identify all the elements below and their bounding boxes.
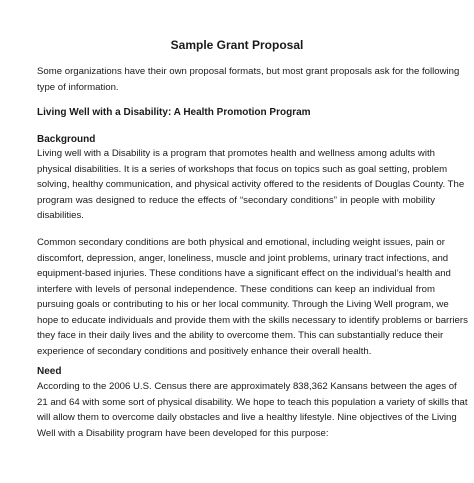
- need-paragraph: [37, 379, 468, 441]
- text-line: discomfort, depression, anger, loneliness, muscle and joint problems, urinary tract infections, and: [37, 252, 449, 264]
- text-line: will allow them to overcome daily obstacles and live a healthy lifestyle. Nine objectives of the Living: [37, 412, 457, 423]
- background-paragraph-1: [37, 146, 465, 224]
- text-line: equipment-based injuries. These conditions have a significant effect on the individual’s health and: [37, 268, 451, 279]
- document-title: Sample Grant Proposal: [170, 38, 304, 52]
- text-line: experience of secondary conditions and positively enhance their overall health.: [37, 345, 372, 357]
- text-line: 21 and 64 with some sort of physical disability. We hope to teach this population a variety of skills that: [37, 396, 468, 408]
- text-line: they face in their daily lives and the ability to overcome them. This can substantially reduce their: [37, 330, 444, 341]
- text-line: Common secondary conditions are both physical and emotional, including weight issues, pain or: [37, 237, 445, 248]
- text-line: program was designed to reduce the effects of “secondary conditions” in people with mobility: [37, 194, 435, 206]
- text-line: physical disabilities. It is a series of workshops that focus on topics such as goal setting, problem: [37, 163, 448, 175]
- text-line: type of information.: [37, 81, 119, 93]
- text-line: interfere with levels of personal independence. These conditions can keep an individual from: [37, 283, 435, 295]
- intro-paragraph: [37, 64, 460, 95]
- text-line: Some organizations have their own proposal formats, but most grant proposals ask for the following: [37, 66, 460, 77]
- background-paragraph-2: [37, 235, 468, 359]
- section-heading-need: Need: [37, 366, 62, 377]
- text-line: Well with a Disability program have been developed for this purpose:: [37, 427, 329, 439]
- text-line: hope to educate individuals and provide them with the skills necessary to identify problems or barriers: [37, 314, 468, 326]
- text-line: disabilities.: [37, 210, 84, 221]
- section-heading-background: Background: [37, 134, 96, 145]
- text-line: pursuing goals or contributing to his or her local community. Through the Living Well program, we: [37, 299, 449, 310]
- text-line: Living well with a Disability is a program that promotes health and wellness among adults with: [37, 148, 435, 159]
- text-line: According to the 2006 U.S. Census there are approximately 838,362 Kansans between the ages of: [37, 381, 457, 392]
- program-title: Living Well with a Disability: A Health Promotion Program: [37, 107, 311, 118]
- text-line: solving, healthy communication, and physical activity offered to the residents of Douglas County. The: [37, 179, 465, 190]
